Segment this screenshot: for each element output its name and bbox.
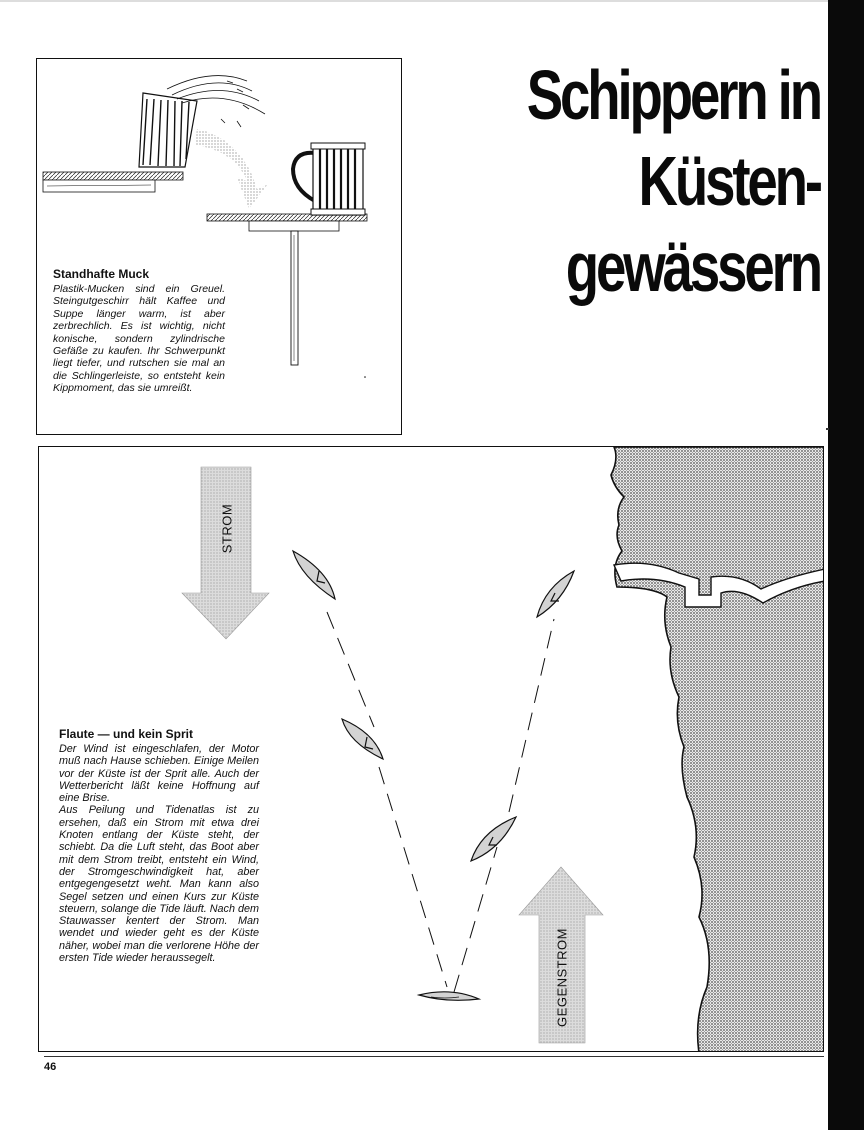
mug-caption xyxy=(53,267,225,395)
article-title xyxy=(527,52,820,310)
boat-3 xyxy=(419,992,479,1001)
tide-caption-paragraph-1: Der Wind ist eingeschlafen, der Motor muß nach Hause schieben. Einige Meilen vor der Küste ist der Sprit alle. Auch der Wetterbericht läßt keine Hoffnung auf eine Brise. xyxy=(59,743,259,805)
tide-sailing-diagram-box xyxy=(38,446,824,1052)
tide-caption-title: Flaute — und kein Sprit xyxy=(59,727,194,741)
boat-5 xyxy=(537,571,574,617)
boat-2 xyxy=(342,719,383,759)
boat-1 xyxy=(293,551,335,599)
upper-shelf xyxy=(43,172,183,192)
footer-rule xyxy=(44,1056,824,1057)
current-up-label: GEGENSTROM xyxy=(554,928,570,1027)
motion-arrow xyxy=(195,129,267,209)
margin-mark xyxy=(826,428,829,430)
mug-caption-title: Standhafte Muck xyxy=(53,267,150,281)
page-top-edge xyxy=(0,0,828,2)
title-line-2: Küsten- xyxy=(638,142,820,220)
lower-shelf xyxy=(207,214,367,365)
title-line-3: gewässern xyxy=(565,228,820,306)
mug-illustration-box xyxy=(36,58,402,435)
course-lines xyxy=(327,612,554,992)
tide-caption xyxy=(59,727,259,964)
conical-cup xyxy=(139,93,197,167)
tide-caption-paragraph-2: Aus Peilung und Tidenatlas ist zu ersehen, daß ein Strom mit etwa drei Knoten entlang der Küste steht, der schiebt. Da die Luft steht, das Boot aber mit dem Strom treibt, entsteht ein Wind, der Stromgeschwindigkeit hat, aber entgegengesetzt weht. Man kann also Segel setzen und einen Kurs zur Küste steuern, solange die Tide läuft. Nach dem Stauwasser kentert der Strom. Man wendet und wieder geht es der Küste näher, wobei man die verlorene Höhe der ersten Tide wieder heraussegelt. xyxy=(59,804,259,965)
page-edge-bar xyxy=(828,0,864,1130)
mug-caption-text: Plastik-Mucken sind ein Greuel. Steingutgeschirr hält Kaffee und Suppe länger warm, ist aber zerbrechlich. Es ist wichtig, nicht konische, sondern zylindrische Gefäße zu kaufen. Ihr Schwerpunkt liegt tiefer, und rutschen sie mal an die Schlingerleiste, so entsteht kein Kippmoment, das sie umreißt. xyxy=(53,283,225,395)
title-line-1: Schippern in xyxy=(526,56,820,134)
boat-4 xyxy=(471,817,516,861)
cylindrical-mug xyxy=(293,143,365,215)
page-number: 46 xyxy=(44,1061,57,1073)
coastline-land xyxy=(611,447,824,1052)
current-down-label: STROM xyxy=(219,503,235,554)
